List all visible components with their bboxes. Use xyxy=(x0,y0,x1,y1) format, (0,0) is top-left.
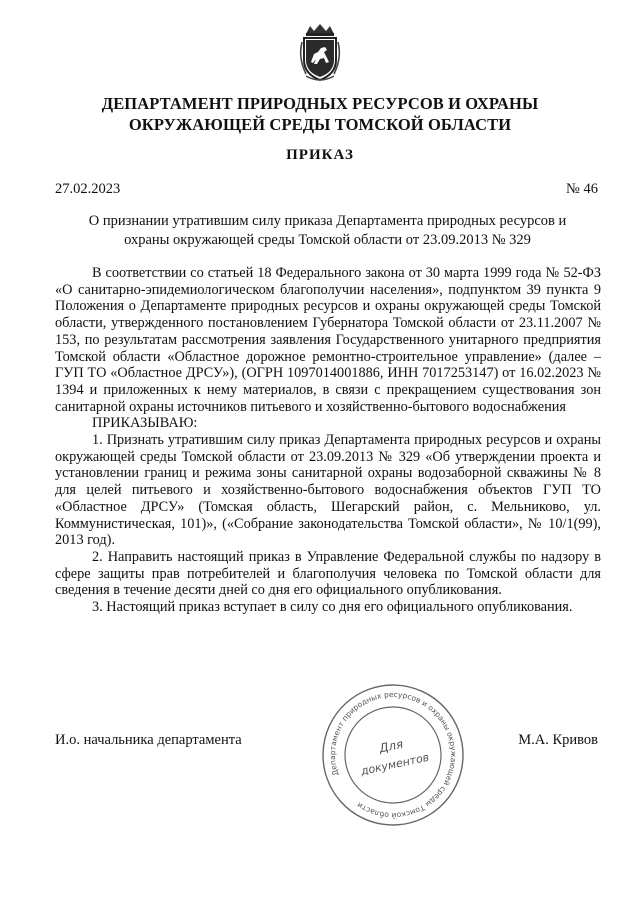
subject-line-2: охраны окружающей среды Томской области от 23.09.2013 № 329 xyxy=(124,231,531,248)
stamp-ring-text: Департамент природных ресурсов и охраны окружающей среды Томской области xyxy=(327,689,459,821)
stamp-seal-icon xyxy=(318,680,468,830)
order-item-1: 1. Признать утратившим силу приказ Департамента природных ресурсов и охраны окружающей среды Томской области от 23.09.2013 № 329 «Об утверждении проекта и установлении границ и режима зоны санитарной охраны водозаборной скважины № 8 для целей питьевого и хозяйственно-бытового водоснабжения объектов ГУП ТО «Областное ДРСУ» (Томская область, Шегарский район, с. Мельниково, ул. Коммунистическая, 101)», («Собрание законодательства Томской области», № 10/1(99), 2013 год). xyxy=(55,432,601,549)
tomsk-coat-of-arms-icon xyxy=(296,22,344,84)
order-item-2: 2. Направить настоящий приказ в Управление Федеральной службы по надзору в сфере защиты прав потребителей и благополучия человека по Томской области для сведения в течение десяти дней со дня его официального опубликования. xyxy=(55,548,601,599)
document-body xyxy=(55,265,601,616)
document-date: 27.02.2023 xyxy=(55,181,121,197)
order-word: ПРИКАЗЫВАЮ: xyxy=(92,415,198,432)
stamp-inner-line-2: документов xyxy=(359,750,431,778)
document-subject xyxy=(55,212,600,249)
document-number: № 46 xyxy=(566,181,598,197)
department-title xyxy=(40,93,600,135)
preamble-paragraph: В соответствии со статьей 18 Федерального закона от 30 марта 1999 года № 52-ФЗ «О санитарно-эпидемиологическом благополучии населения», подпунктом 39 пункта 9 Положения о Департаменте природных ресурсов и охраны окружающей среды Томской области, утвержденного постановлением Губернатора Томской области от 23.11.2007 № 153, по результатам рассмотрения заявления Государственного унитарного предприятия Томской области «Областное дорожное ремонтно-строительное управление» (далее – ГУП ТО «Областное ДРСУ»), (ОГРН 1097014001886, ИНН 7017253147) от 16.02.2023 № 1394 и приложенных к нему материалов, в связи с прекращением существования зон санитарной охраны источников питьевого и хозяйственно-бытового водоснабжения xyxy=(55,265,601,415)
signatory-name: М.А. Кривов xyxy=(518,732,598,748)
subject-line-1: О признании утратившим силу приказа Департамента природных ресурсов и xyxy=(88,213,567,229)
order-item-3: 3. Настоящий приказ вступает в силу со дня его официального опубликования. xyxy=(92,599,573,616)
signatory-role: И.о. начальника департамента xyxy=(55,732,242,748)
stamp-inner-line-1: Для xyxy=(377,736,405,756)
document-type: ПРИКАЗ xyxy=(286,147,354,163)
department-title-line-1: ДЕПАРТАМЕНТ ПРИРОДНЫХ РЕСУРСОВ И ОХРАНЫ xyxy=(101,94,539,113)
department-title-line-2: ОКРУЖАЮЩЕЙ СРЕДЫ ТОМСКОЙ ОБЛАСТИ xyxy=(128,115,512,134)
